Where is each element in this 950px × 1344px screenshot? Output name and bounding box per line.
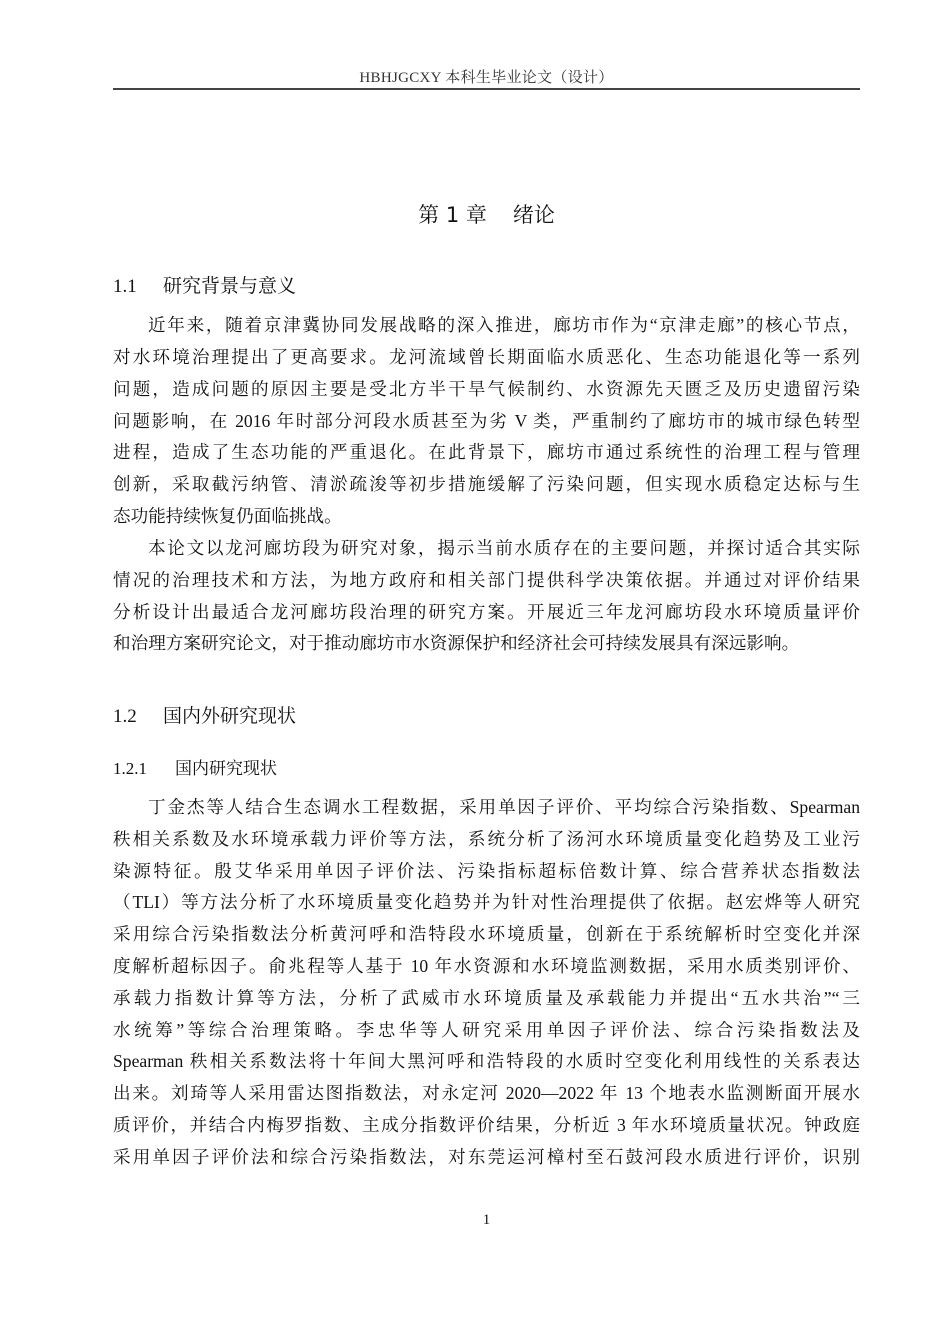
section-title: 研究背景与意义 [163, 275, 297, 297]
page-header: HBHJGCXY 本科生毕业论文（设计） [359, 70, 614, 86]
text-line: 丁金杰等人结合生态调水工程数据，采用单因子评价、平均综合污染指数、Spearman [148, 797, 860, 817]
text-line: Spearman 秩相关系数法将十年间大黑河呼和浩特段的水质时空变化利用线性的关系表达 [113, 1051, 860, 1071]
text-line: 创新，采取截污纳管、清淤疏浚等初步措施缓解了污染问题，但实现水质稳定达标与生 [113, 474, 860, 494]
text-line: 对水环境治理提出了更高要求。龙河流域曾长期面临水质恶化、生态功能退化等一系列 [113, 347, 860, 367]
text-line: 进程，造成了生态功能的严重退化。在此背景下，廊坊市通过系统性的治理工程与管理 [113, 442, 860, 462]
text-line: 出来。刘琦等人采用雷达图指数法，对永定河 2020—2022 年 13 个地表水监测断面开展水 [113, 1083, 860, 1103]
chapter-title: 绪论 [512, 203, 555, 227]
chapter-heading [113, 199, 860, 229]
text-line: 问题影响，在 2016 年时部分河段水质甚至为劣 V 类，严重制约了廊坊市的城市绿色转型 [113, 411, 860, 431]
text-line: 问题，造成问题的原因主要是受北方半干旱气候制约、水资源先天匮乏及历史遗留污染 [113, 379, 860, 399]
chapter-number: 第 1 章 [418, 203, 487, 227]
section-number: 1.1 [113, 276, 137, 297]
text-line: 水统筹”等综合治理策略。李忠华等人研究采用单因子评价法、综合污染指数法及 [113, 1020, 860, 1040]
header-divider [113, 88, 860, 90]
page-number: 1 [482, 1212, 491, 1228]
text-line: 分析设计出最适合龙河廊坊段治理的研究方案。开展近三年龙河廊坊段水环境质量评价 [113, 602, 860, 622]
text-line: 承载力指数计算等方法，分析了武威市水环境质量及承载能力并提出“五水共治”“三 [113, 988, 860, 1008]
section-title: 国内外研究现状 [163, 705, 297, 727]
text-line: 采用综合污染指数法分析黄河呼和浩特段水环境质量，创新在于系统解析时空变化并深 [113, 924, 860, 944]
text-line: 度解析超标因子。俞兆程等人基于 10 年水资源和水环境监测数据，采用水质类别评价、 [113, 956, 860, 976]
text-line: 近年来，随着京津冀协同发展战略的深入推进，廊坊市作为“京津走廊”的核心节点， [148, 315, 860, 335]
text-line: 态功能持续恢复仍面临挑战。 [113, 506, 342, 526]
subsection-number: 1.2.1 [113, 759, 147, 778]
text-line: 秩相关系数及水环境承载力评价等方法，系统分析了汤河水环境质量变化趋势及工业污 [113, 829, 860, 849]
text-line: 和治理方案研究论文，对于推动廊坊市水资源保护和经济社会可持续发展具有深远影响。 [113, 633, 800, 653]
text-line: 采用单因子评价法和综合污染指数法，对东莞运河樟村至石鼓河段水质进行评价，识别 [113, 1147, 860, 1167]
section-number: 1.2 [113, 706, 137, 727]
section-heading-1-2 [113, 701, 296, 728]
text-line: （TLI）等方法分析了水环境质量变化趋势并为针对性治理提供了依据。赵宏烨等人研究 [113, 892, 860, 912]
subsection-title: 国内研究现状 [175, 759, 277, 779]
section-heading-1-1 [113, 271, 296, 298]
subsection-heading-1-2-1 [113, 754, 277, 779]
text-line: 染源特征。殷艾华采用单因子评价法、污染指标超标倍数计算、综合营养状态指数法 [113, 861, 860, 881]
text-line: 本论文以龙河廊坊段为研究对象，揭示当前水质存在的主要问题，并探讨适合其实际 [148, 538, 860, 558]
text-line: 情况的治理技术和方法，为地方政府和相关部门提供科学决策依据。并通过对评价结果 [113, 570, 860, 590]
text-line: 质评价，并结合内梅罗指数、主成分指数评价结果，分析近 3 年水环境质量状况。钟政庭 [113, 1115, 860, 1135]
